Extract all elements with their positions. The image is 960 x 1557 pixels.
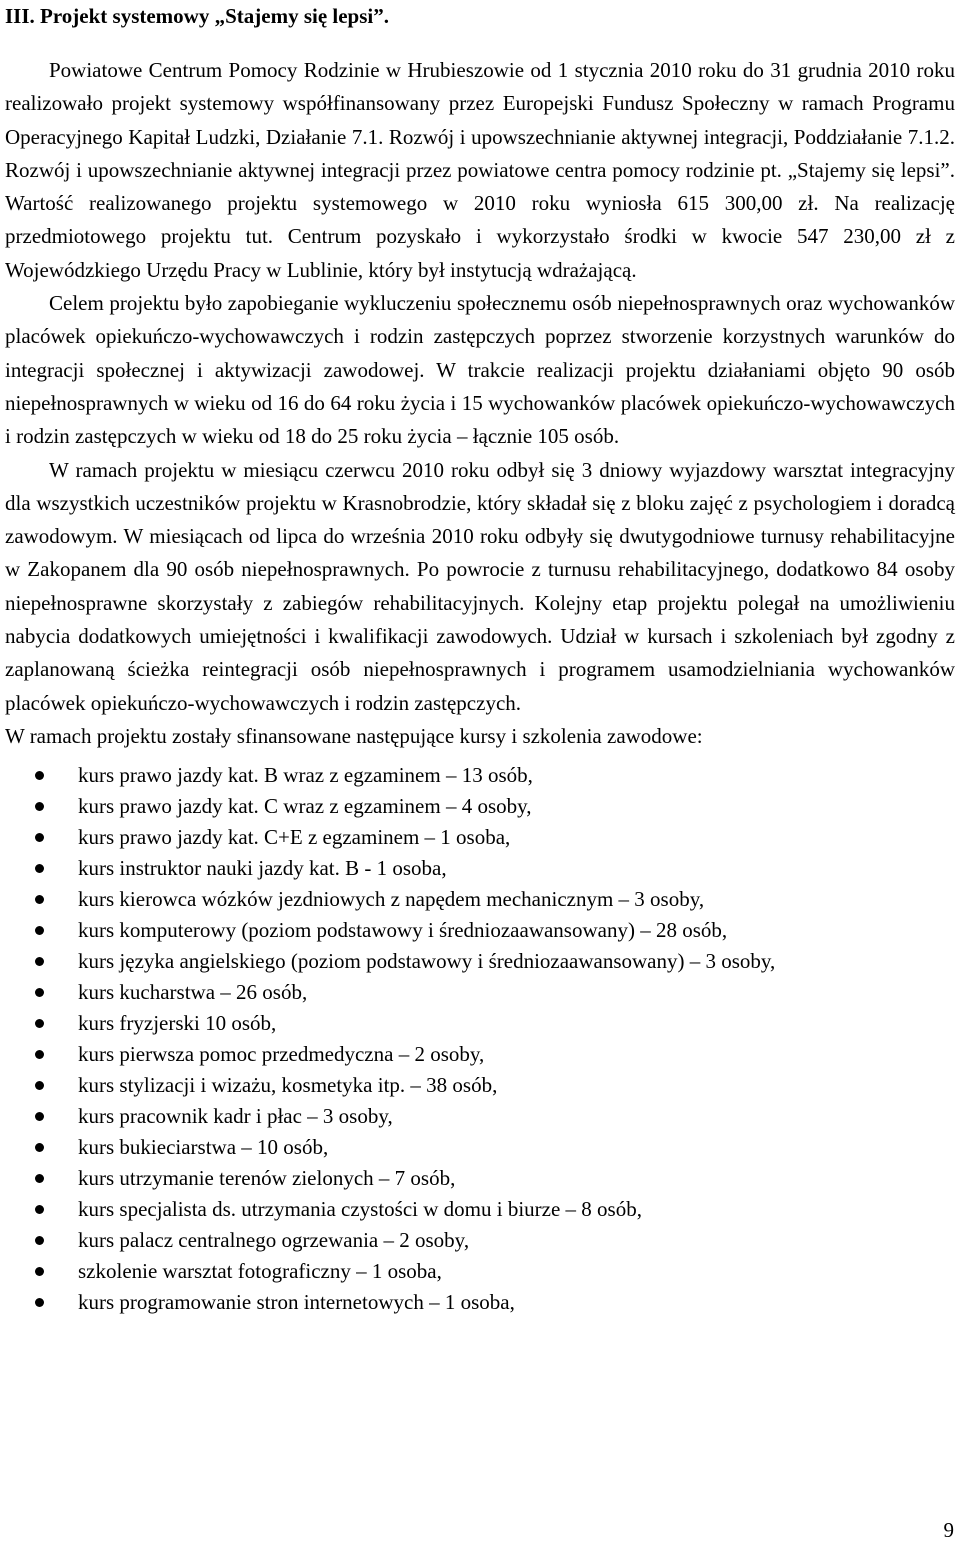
list-item [5, 822, 955, 853]
bullet-icon [35, 895, 44, 904]
list-item [5, 1163, 955, 1194]
bullet-icon [35, 1050, 44, 1059]
list-item [5, 1008, 955, 1039]
document-page [5, 0, 955, 1318]
courses-intro: W ramach projektu zostały sfinansowane następujące kursy i szkolenia zawodowe: [5, 723, 703, 748]
bullet-icon [35, 1205, 44, 1214]
list-item [5, 1256, 955, 1287]
bullet-icon [35, 833, 44, 842]
bullet-icon [35, 1298, 44, 1307]
bullet-icon [35, 1112, 44, 1121]
list-item [5, 1039, 955, 1070]
bullet-icon [35, 1081, 44, 1090]
course-text: kurs stylizacji i wizażu, kosmetyka itp. – 38 osób, [78, 1072, 498, 1097]
list-item [5, 1225, 955, 1256]
bullet-icon [35, 1019, 44, 1028]
course-text: kurs komputerowy (poziom podstawowy i średniozaawansowany) – 28 osób, [78, 917, 728, 942]
course-text: kurs pierwsza pomoc przedmedyczna – 2 osoby, [78, 1041, 485, 1066]
list-item [5, 760, 955, 791]
bullet-icon [35, 1174, 44, 1183]
course-text: szkolenie warsztat fotograficzny – 1 osoba, [78, 1258, 442, 1283]
paragraph-project-goal: Celem projektu było zapobieganie wykluczeniu społecznemu osób niepełnosprawnych oraz wychowanków placówek opiekuńczo-wychowawczych i rodzin zastępczych poprzez stworzenie korzystnych warunków do integracji społecznej i aktywizacji zawodowej. W trakcie realizacji projektu działaniami objęto 90 osób niepełnosprawnych w wieku od 16 do 64 roku życia i 15 wychowanków placówek opiekuńczo-wychowawczych i rodzin zastępczych w wieku od 18 do 25 roku życia – łącznie 105 osób. [5, 291, 955, 449]
course-list [5, 760, 955, 1318]
paragraph-project-activities: W ramach projektu w miesiącu czerwcu 2010 roku odbył się 3 dniowy wyjazdowy warsztat integracyjny dla wszystkich uczestników projektu w Krasnobrodzie, który składał się z bloku zajęć z psychologiem i doradcą zawodowym. W miesiącach od lipca do września 2010 roku odbyły się dwutygodniowe turnusy rehabilitacyjne w Zakopanem dla 90 osób niepełnosprawnych. Po powrocie z turnusu rehabilitacyjnego, dodatkowo 84 osoby niepełnosprawne skorzystały z zabiegów rehabilitacyjnych. Kolejny etap projektu polegał na umożliwieniu nabycia dodatkowych umiejętności i kwalifikacji zawodowych. Udział w kursach i szkoleniach był zgodny z zaplanowaną ścieżka reintegracji osób niepełnosprawnych i programem usamodzielniania wychowanków placówek opiekuńczo-wychowawczych i rodzin zastępczych. [5, 457, 955, 715]
course-text: kurs specjalista ds. utrzymania czystości w domu i biurze – 8 osób, [78, 1196, 642, 1221]
list-item [5, 946, 955, 977]
paragraph-project-overview: Powiatowe Centrum Pomocy Rodzinie w Hrubieszowie od 1 stycznia 2010 roku do 31 grudnia 2010 roku realizowało projekt systemowy współfinansowany przez Europejski Fundusz Społeczny w ramach Programu Operacyjnego Kapitał Ludzki, Działanie 7.1. Rozwój i upowszechnianie aktywnej integracji, Poddziałanie 7.1.2. Rozwój i upowszechnianie aktywnej integracji przez powiatowe centra pomocy rodzinie pt. „Stajemy się lepsi”. Wartość realizowanego projektu systemowego w 2010 roku wyniosła 615 300,00 zł. Na realizację przedmiotowego projektu tut. Centrum pozyskało i wykorzystało środki w kwocie 547 230,00 zł z Wojewódzkiego Urzędu Pracy w Lublinie, który był instytucją wdrażającą. [5, 58, 955, 282]
list-item [5, 977, 955, 1008]
course-text: kurs kucharstwa – 26 osób, [78, 979, 308, 1004]
list-item [5, 1132, 955, 1163]
list-item [5, 915, 955, 946]
bullet-icon [35, 988, 44, 997]
page-number: 9 [943, 1518, 954, 1542]
section-title: III. Projekt systemowy „Stajemy się lepsi”. [5, 4, 389, 28]
course-text: kurs bukieciarstwa – 10 osób, [78, 1134, 329, 1159]
list-item [5, 1287, 955, 1318]
course-text: kurs utrzymanie terenów zielonych – 7 osób, [78, 1165, 456, 1190]
course-text: kurs prawo jazdy kat. B wraz z egzaminem – 13 osób, [78, 762, 533, 787]
bullet-icon [35, 1267, 44, 1276]
bullet-icon [35, 1143, 44, 1152]
list-item [5, 853, 955, 884]
course-text: kurs instruktor nauki jazdy kat. B - 1 osoba, [78, 855, 447, 880]
bullet-icon [35, 1236, 44, 1245]
course-text: kurs fryzjerski 10 osób, [78, 1010, 277, 1035]
bullet-icon [35, 864, 44, 873]
list-item [5, 791, 955, 822]
course-text: kurs programowanie stron internetowych – 1 osoba, [78, 1289, 515, 1314]
list-item [5, 1101, 955, 1132]
list-item [5, 1070, 955, 1101]
course-text: kurs palacz centralnego ogrzewania – 2 osoby, [78, 1227, 470, 1252]
bullet-icon [35, 957, 44, 966]
list-item [5, 1194, 955, 1225]
course-text: kurs kierowca wózków jezdniowych z napędem mechanicznym – 3 osoby, [78, 886, 705, 911]
course-text: kurs pracownik kadr i płac – 3 osoby, [78, 1103, 393, 1128]
course-text: kurs prawo jazdy kat. C+E z egzaminem – 1 osoba, [78, 824, 511, 849]
bullet-icon [35, 802, 44, 811]
bullet-icon [35, 771, 44, 780]
bullet-icon [35, 926, 44, 935]
list-item [5, 884, 955, 915]
course-text: kurs języka angielskiego (poziom podstawowy i średniozaawansowany) – 3 osoby, [78, 948, 776, 973]
course-text: kurs prawo jazdy kat. C wraz z egzaminem – 4 osoby, [78, 793, 532, 818]
